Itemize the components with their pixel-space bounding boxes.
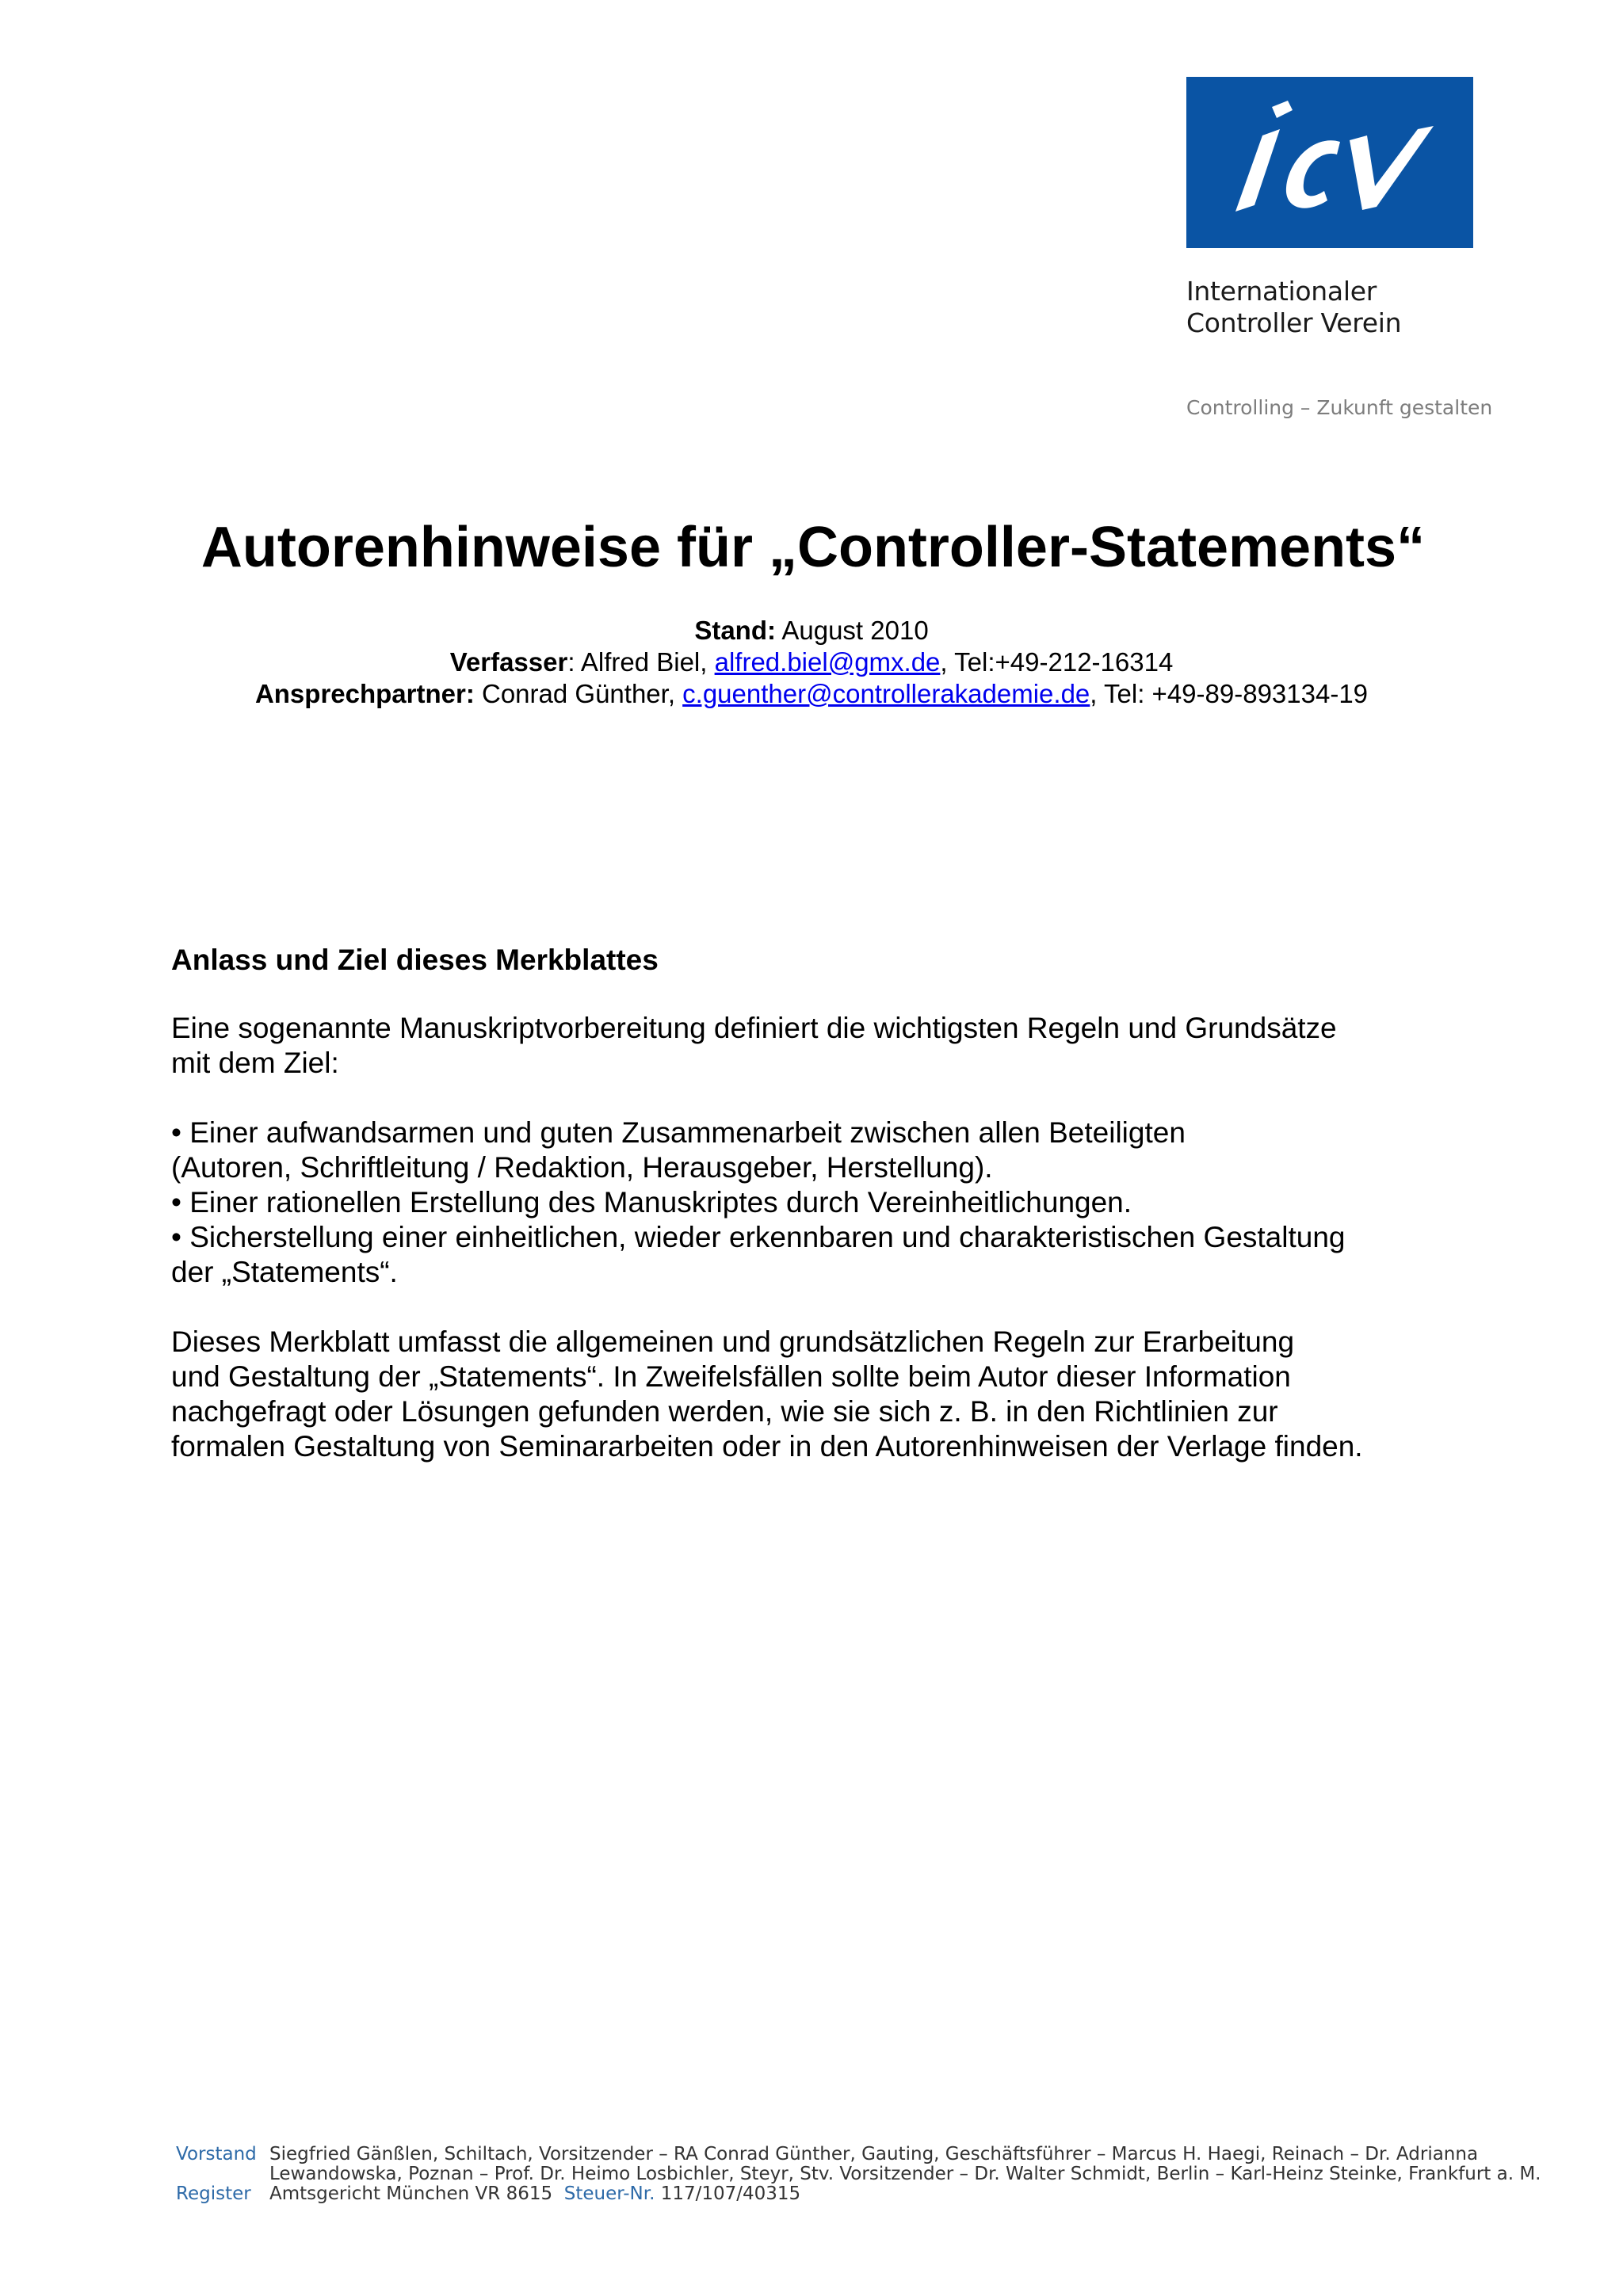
stand-value: August 2010 [776,616,929,645]
goal-list [171,1116,1439,1290]
footer-vorstand-line-1: Siegfried Gänßlen, Schiltach, Vorsitzender – RA Conrad Günther, Gauting, Geschäftsführer – Marcus H. Haegi, Reinach – Dr. Adrianna [269,2144,1479,2164]
footer-vorstand-row [176,2145,1541,2164]
author-label: Verfasser [449,647,568,677]
contact-email-link[interactable]: c.guenther@controllerakademie.de [682,679,1090,708]
stand-label: Stand: [694,616,776,645]
footer-vorstand-line-2: Lewandowska, Poznan – Prof. Dr. Heimo Losbichler, Steyr, Stv. Vorsitzender – Dr. Walter Schmidt, Berlin – Karl-Heinz Steinke, Frankfurt a. M. [269,2164,1541,2184]
stand-line [0,615,1623,646]
footer-steuer-label: Steuer-Nr. [563,2183,655,2204]
list-item: • Einer rationellen Erstellung des Manuskriptes durch Vereinheitlichungen. [171,1186,1132,1219]
icv-logo-mark-icon [1186,77,1473,248]
contact-label: Ansprechpartner: [254,679,475,708]
list-item-continuation: der „Statements“. [171,1256,398,1288]
list-item: • Sicherstellung einer einheitlichen, wieder erkennbaren und charakteristischen Gestaltung [171,1221,1346,1253]
contact-name: Conrad Günther, [474,679,683,708]
organisation-name [1186,276,1401,339]
author-phone: , Tel:+49-212-16314 [940,647,1174,677]
text-line: und Gestaltung der „Statements“. In Zweifelsfällen sollte beim Autor dieser Information [171,1360,1291,1393]
footer-spacer [176,2164,269,2184]
contact-phone: , Tel: +49-89-893134-19 [1090,679,1369,708]
text-line: Dieses Merkblatt umfasst die allgemeinen und grundsätzlichen Regeln zur Erarbeitung [171,1325,1295,1358]
icv-logo [1186,77,1473,248]
text-line: Eine sogenannte Manuskriptvorbereitung definiert die wichtigsten Regeln und Grundsätze [171,1012,1337,1044]
text-line: mit dem Ziel: [171,1047,339,1079]
author-line [0,646,1623,678]
organisation-name-line-1: Internationaler [1186,276,1377,307]
footer-register-value: Amtsgericht München VR 8615 [269,2183,553,2204]
document-meta [0,615,1623,710]
footer-steuer-value: 117/107/40315 [660,2183,801,2204]
footer-register-label: Register [176,2183,251,2204]
section-heading: Anlass und Ziel dieses Merkblattes [171,944,659,976]
intro-paragraph [171,1011,1439,1081]
document-title: Autorenhinweise für „Controller-Statements“ [200,516,1426,579]
footer-register-row [176,2184,1541,2204]
text-line: nachgefragt oder Lösungen gefunden werden, wie sie sich z. B. in den Richtlinien zur [171,1395,1278,1428]
page-footer [176,2145,1541,2204]
author-email-link[interactable]: alfred.biel@gmx.de [714,647,941,677]
scope-paragraph [171,1325,1439,1464]
contact-line [0,678,1623,710]
text-line: formalen Gestaltung von Seminararbeiten oder in den Autorenhinweisen der Verlage finden. [171,1430,1363,1463]
author-name: : Alfred Biel, [567,647,715,677]
document-body [171,943,1439,1464]
footer-vorstand-row-2 [176,2164,1541,2184]
organisation-name-line-2: Controller Verein [1186,307,1402,338]
footer-vorstand-label: Vorstand [176,2144,257,2164]
list-item-continuation: (Autoren, Schriftleitung / Redaktion, Herausgeber, Herstellung). [171,1151,993,1184]
organisation-tagline: Controlling – Zukunft gestalten [1186,396,1493,419]
list-item: • Einer aufwandsarmen und guten Zusammenarbeit zwischen allen Beteiligten [171,1116,1186,1149]
